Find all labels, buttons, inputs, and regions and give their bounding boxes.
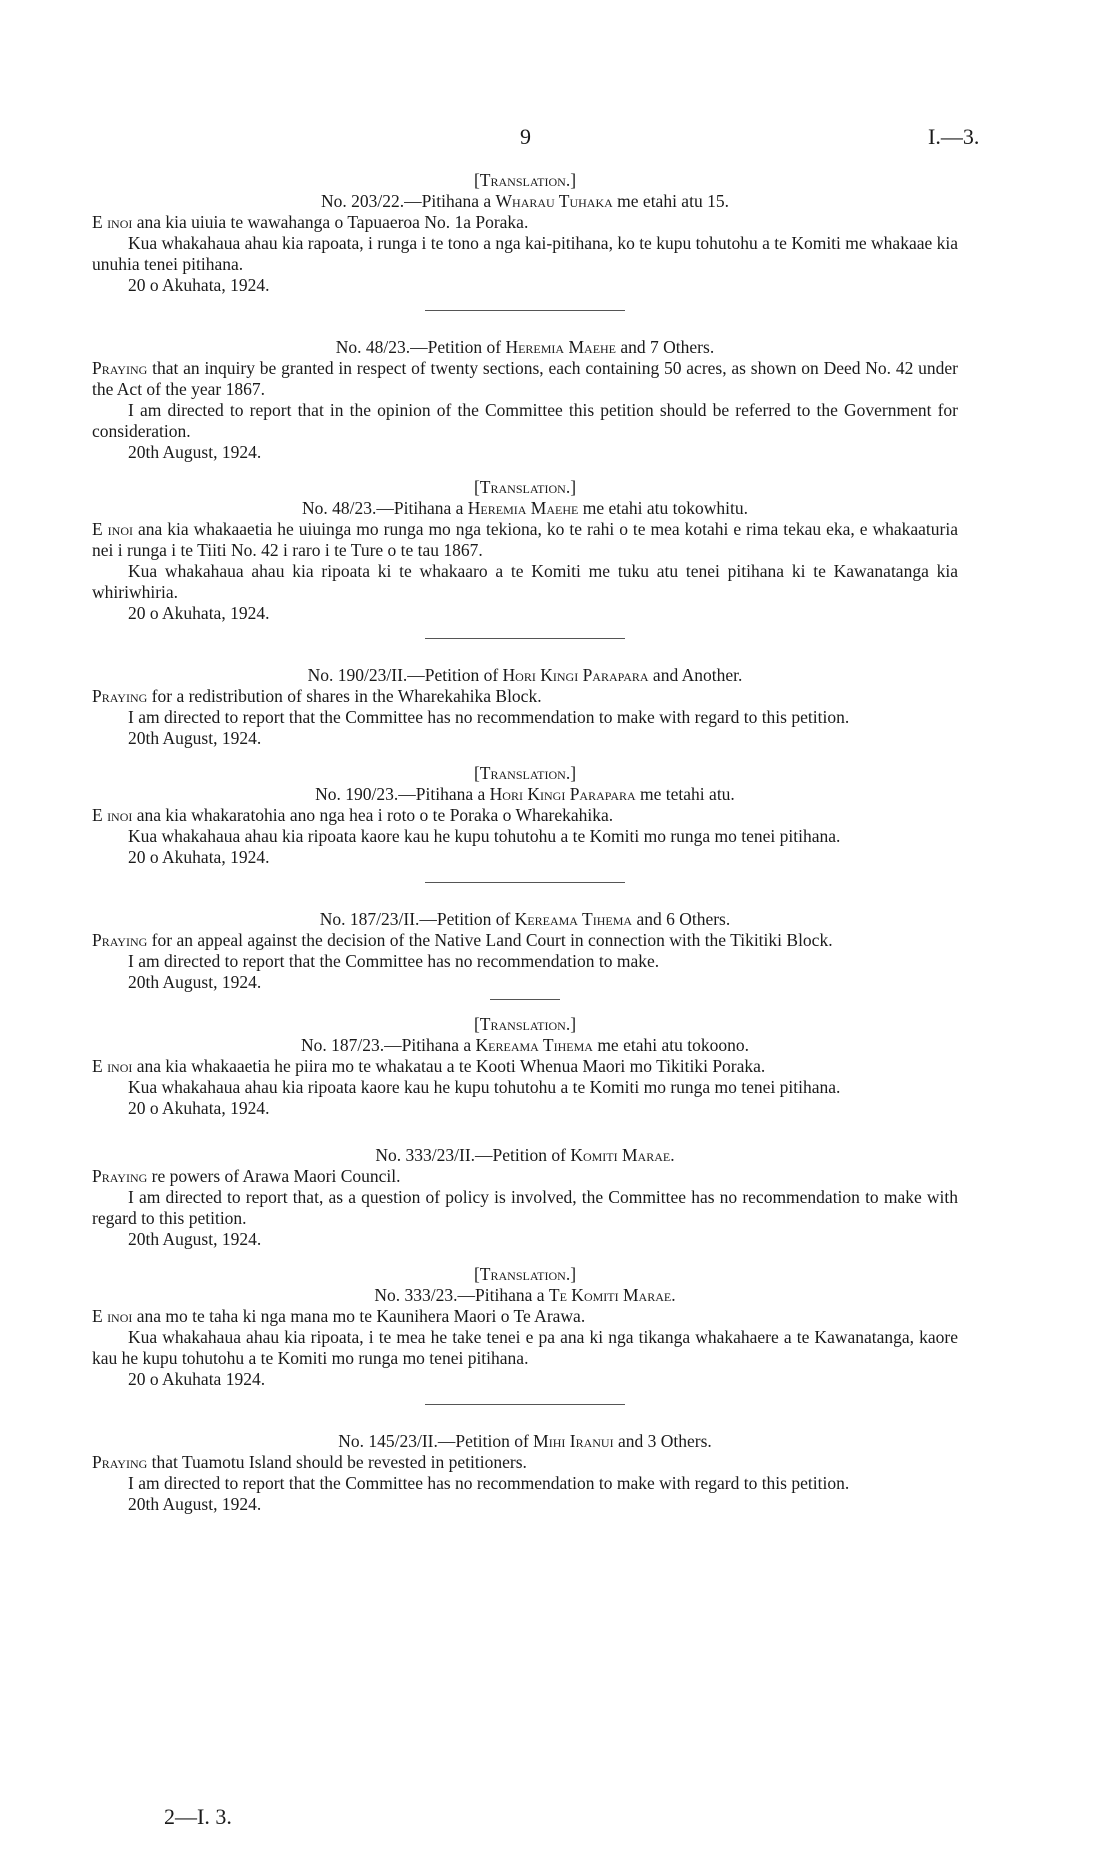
report-date: 20th August, 1924. (128, 1229, 262, 1249)
prayer-paragraph: Praying that an inquiry be granted in respect of twenty sections, each containing 50 acres, as shown on Deed No. 42 under the Act of the year 1867. (92, 358, 958, 399)
petition-title: No. 187/23/II.—Petition of Kereama Tihema and 6 Others. (319, 909, 731, 929)
report-paragraph: I am directed to report that the Committee has no recommendation to make with regard to this petition. (128, 1473, 850, 1493)
report-paragraph: I am directed to report that the Committee has no recommendation to make with regard to this petition. (128, 707, 850, 727)
prayer-paragraph: E inoi ana kia whakaaetia he uiuinga mo runga mo nga tekiona, ko te rahi o te mea kotahi e rima tekau eka, e whakaaturia nei i runga i te Tiiti No. 42 i raro i te Ture o te tau 1867. (92, 519, 958, 560)
report-date: 20 o Akuhata 1924. (128, 1369, 266, 1389)
petitioner-name: Hori Kingi Parapara (502, 665, 649, 685)
petitioner-name: Heremia Maehe (505, 337, 617, 357)
petition-section (92, 1264, 958, 1390)
petition-section (92, 1145, 958, 1250)
translation-label: [Translation.] (473, 1264, 577, 1284)
report-paragraph: Kua whakahaua ahau kia ripoata, i te mea he take tenei e pa ana ki nga tikanga whakahaere a te Kawanatanga, kaore kau he kupu tohutohu a te Komiti mo runga mo tenei pitihana. (92, 1327, 958, 1368)
report-paragraph: I am directed to report that the Committee has no recommendation to make. (128, 951, 660, 971)
report-paragraph: Kua whakahaua ahau kia rapoata, i runga i te tono a nga kai-pitihana, ko te kupu tohutohu a te Komiti me whakaae kia unuhia tenei pitihana. (92, 233, 958, 274)
report-paragraph: Kua whakahaua ahau kia ripoata ki te whakaaro a te Komiti me tuku atu tenei pitihana ki te Kawanatanga kia whiriwhiria. (92, 561, 958, 602)
petitioner-name: Mihi Iranui (533, 1431, 614, 1451)
petitioner-name: Wharau Tuhaka (495, 191, 613, 211)
petition-section (92, 665, 958, 749)
petitioner-name: Kereama Tihema (475, 1035, 593, 1055)
petition-title: No. 190/23/II.—Petition of Hori Kingi Parapara and Another. (307, 665, 743, 685)
report-date: 20 o Akuhata, 1924. (128, 603, 270, 623)
prayer-paragraph: Praying that Tuamotu Island should be revested in petitioners. (92, 1452, 527, 1472)
prayer-paragraph: E inoi ana kia uiuia te wawahanga o Tapuaeroa No. 1a Poraka. (92, 212, 529, 232)
report-date: 20 o Akuhata, 1924. (128, 275, 270, 295)
report-paragraph: Kua whakahaua ahau kia ripoata kaore kau he kupu tohutohu a te Komiti mo runga mo tenei pitihana. (128, 826, 841, 846)
report-date: 20 o Akuhata, 1924. (128, 1098, 270, 1118)
petition-section (92, 337, 958, 463)
petition-title: No. 203/22.—Pitihana a Wharau Tuhaka me etahi atu 15. (321, 191, 729, 211)
paper-reference: I.—3. (928, 124, 980, 149)
petition-section (92, 1014, 958, 1119)
petition-section (92, 170, 958, 296)
petitions-content (92, 170, 958, 1515)
translation-label: [Translation.] (473, 1014, 577, 1034)
petition-section (92, 763, 958, 868)
petition-section (92, 1431, 958, 1515)
petitioner-name: Komiti Marae (570, 1145, 671, 1165)
report-date: 20th August, 1924. (128, 972, 262, 992)
prayer-paragraph: Praying for a redistribution of shares in the Wharekahika Block. (92, 686, 542, 706)
translation-label: [Translation.] (473, 763, 577, 783)
petitioner-name: Kereama Tihema (514, 909, 633, 929)
report-date: 20th August, 1924. (128, 442, 262, 462)
report-paragraph: I am directed to report that in the opinion of the Committee this petition should be referred to the Government for consideration. (92, 400, 958, 441)
report-paragraph: I am directed to report that, as a question of policy is involved, the Committee has no recommendation to make with regard to this petition. (92, 1187, 958, 1228)
prayer-paragraph: E inoi ana kia whakaaetia he piira mo te whakatau a te Kooti Whenua Maori mo Tikitiki Poraka. (92, 1056, 766, 1076)
report-date: 20th August, 1924. (128, 1494, 262, 1514)
page-number: 9 (520, 124, 531, 149)
prayer-paragraph: Praying for an appeal against the decision of the Native Land Court in connection with the Tikitiki Block. (92, 930, 833, 950)
petition-title: No. 190/23.—Pitihana a Hori Kingi Parapara me tetahi atu. (315, 784, 735, 804)
report-paragraph: Kua whakahaua ahau kia ripoata kaore kau he kupu tohutohu a te Komiti mo runga mo tenei pitihana. (128, 1077, 841, 1097)
petition-title: No. 333/23.—Pitihana a Te Komiti Marae. (374, 1285, 676, 1305)
translation-label: [Translation.] (473, 477, 577, 497)
petition-title: No. 145/23/II.—Petition of Mihi Iranui and 3 Others. (338, 1431, 712, 1451)
petitioner-name: Hori Kingi Parapara (489, 784, 636, 804)
prayer-paragraph: Praying re powers of Arawa Maori Council. (92, 1166, 401, 1186)
petition-section (92, 909, 958, 993)
petition-title: No. 48/23.—Pitihana a Heremia Maehe me etahi atu tokowhitu. (302, 498, 748, 518)
printer-signature: 2—I. 3. (164, 1804, 232, 1829)
report-date: 20 o Akuhata, 1924. (128, 847, 270, 867)
prayer-paragraph: E inoi ana kia whakaratohia ano nga hea i roto o te Poraka o Wharekahika. (92, 805, 614, 825)
petitioner-name: Heremia Maehe (467, 498, 579, 518)
translation-label: [Translation.] (473, 170, 577, 190)
petition-title: No. 48/23.—Petition of Heremia Maehe and 7 Others. (335, 337, 715, 357)
petition-section (92, 477, 958, 624)
report-date: 20th August, 1924. (128, 728, 262, 748)
petition-title: No. 187/23.—Pitihana a Kereama Tihema me etahi atu tokoono. (301, 1035, 749, 1055)
petitioner-name: Te Komiti Marae (548, 1285, 672, 1305)
petition-title: No. 333/23/II.—Petition of Komiti Marae. (375, 1145, 675, 1165)
prayer-paragraph: E inoi ana mo te taha ki nga mana mo te Kaunihera Maori o Te Arawa. (92, 1306, 586, 1326)
